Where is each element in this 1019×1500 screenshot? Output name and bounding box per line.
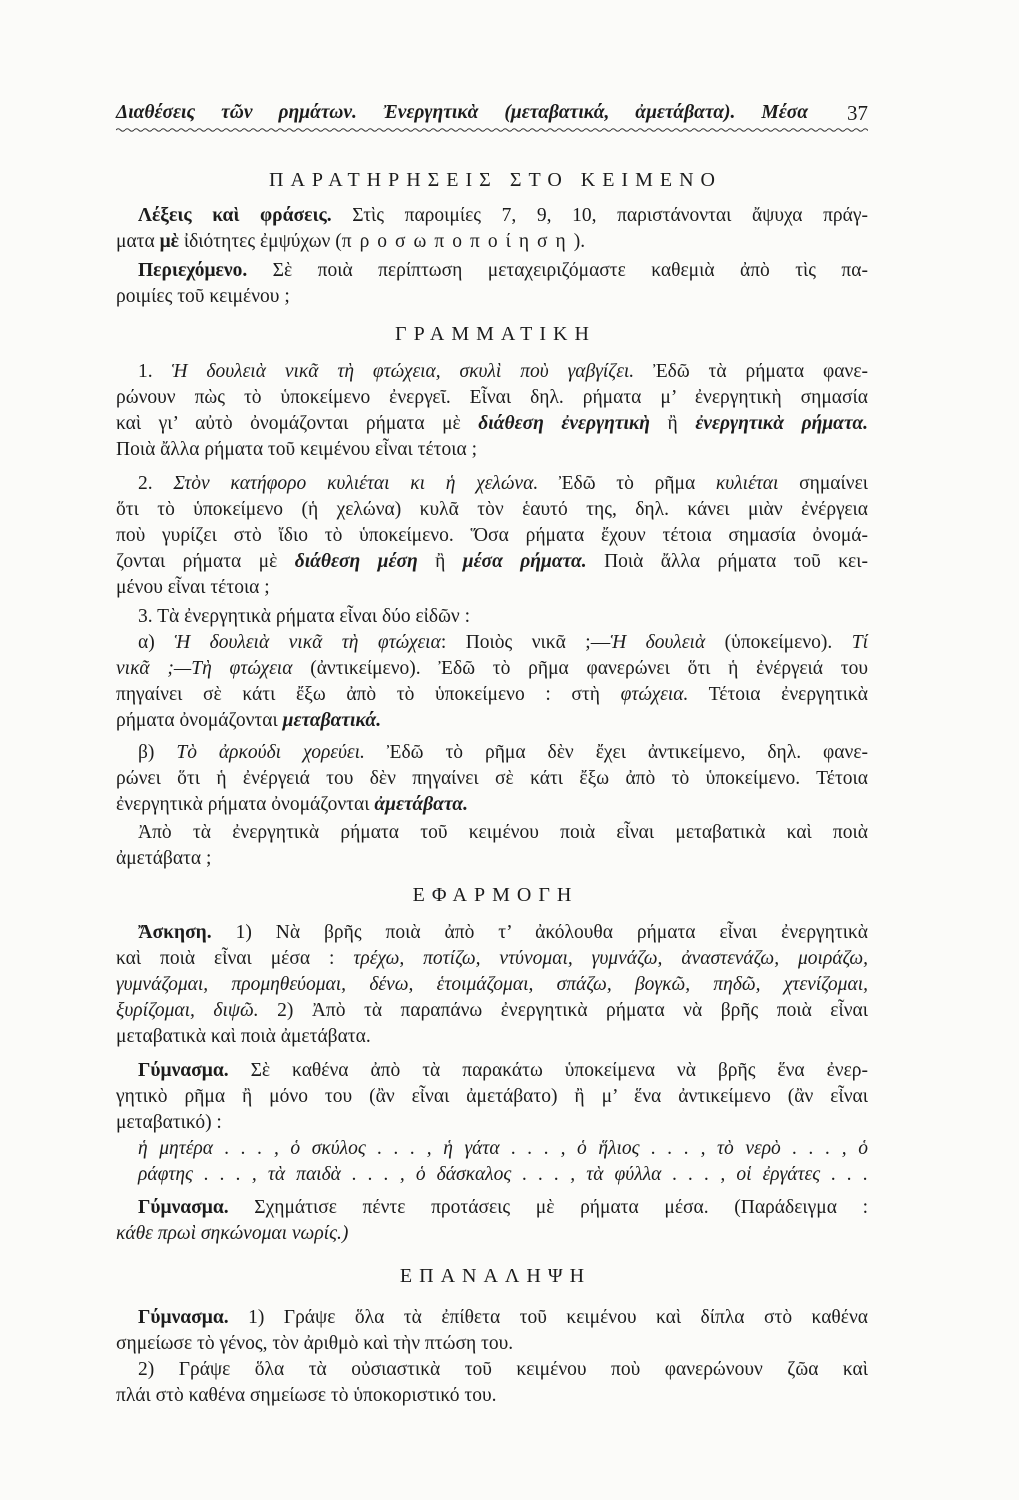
paragraph-revision-2 <box>116 1357 868 1409</box>
section-heading-observations: ΠΑΡΑΤΗΡΗΣΕΙΣ ΣΤΟ ΚΕΙΜΕΝΟ <box>269 169 722 191</box>
running-head-title: Διαθέσεις τῶν ρημάτων. Ἐνεργητικὰ (μεταβατικά, ἀμετάβατα). Μέσα <box>116 102 808 123</box>
text-run: σημείωσε τὸ γένος, τὸν ἀριθμὸ καὶ τὴν πτώση του. <box>116 1333 514 1354</box>
italic-example: νικᾶ ;—Τὴ φτώχεια <box>116 658 293 679</box>
section-heading-grammar: ΓΡΑΜΜΑΤΙΚΗ <box>395 323 596 345</box>
text-line <box>116 792 868 818</box>
text-run: ματα <box>116 231 160 252</box>
text-run: ὅτι τὸ ὑποκείμενο (ἡ χελώνα) κυλᾶ τὸν ἑαυτό της, δηλ. κάνει μιὰν ἐνέργεια <box>116 499 868 520</box>
italic-example: φτώχεια. <box>620 684 689 705</box>
text-line <box>116 708 868 734</box>
text-run: ρώνουν πὼς τὸ ὑποκείμενο ἐνεργεῖ. Εἶναι δηλ. ρήματα μ’ ἐνεργητικὴ σημασία <box>116 387 868 408</box>
text-line <box>116 497 868 523</box>
text-run: 2) Γράψε ὅλα τὰ οὐσιαστικὰ τοῦ κειμένου ποὺ φανερώνουν ζῶα καὶ <box>138 1359 868 1380</box>
text-run: ἰδιότητες ἐμψύχων ( <box>179 231 342 252</box>
text-line <box>116 359 868 385</box>
text-run: Ἀπὸ τὰ ἐνεργητικὰ ρήματα τοῦ κειμένου ποιὰ εἶναι μεταβατικὰ καὶ ποιὰ <box>138 822 868 843</box>
text-line <box>116 998 868 1024</box>
text-line <box>116 972 868 998</box>
text-run: 2) Ἀπὸ τὰ παραπάνω ἐνεργητικὰ ρήματα νὰ βρῆς ποιὰ εἶναι <box>258 1000 868 1021</box>
italic-example: Στὸν κατήφορο κυλιέται κι ἡ χελώνα. <box>173 473 539 494</box>
text-run: ρήματα ὀνομάζονται <box>116 710 283 731</box>
text-line <box>116 1195 868 1221</box>
text-run: Ἐδῶ τὸ ρῆμα <box>538 473 716 494</box>
italic-example: Τί <box>851 632 868 653</box>
text-run: καὶ ποιὰ εἶναι μέσα : <box>116 948 354 969</box>
italic-example: γυμνάζομαι, προμηθεύομαι, δένω, ἑτοιμάζομαι, σπάζω, βογκῶ, πηδῶ, χτενίζομαι, <box>116 974 868 995</box>
text-run: α) <box>138 632 175 653</box>
paragraph-content <box>116 258 868 310</box>
text-line <box>116 203 868 229</box>
italic-example: ἡ μητέρα . . . , ὁ σκύλος . . . , ἡ γάτα . . . , ὁ ἥλιος . . . , τὸ νερὸ . . . , ὁ <box>138 1138 868 1159</box>
text-line <box>116 946 868 972</box>
bold-label: Ἄσκηση. <box>138 922 212 943</box>
italic-example: Ἡ δουλειὰ <box>610 632 706 653</box>
text-run: ἢ <box>650 413 696 434</box>
text-line <box>116 656 868 682</box>
text-run: 1) Γράψε ὅλα τὰ ἐπίθετα τοῦ κειμένου καὶ δίπλα στὸ καθένα <box>228 1307 868 1328</box>
text-line <box>116 471 868 497</box>
running-head <box>116 100 868 126</box>
text-line <box>116 284 868 310</box>
bold-label: Γύμνασμα. <box>138 1060 229 1081</box>
bold-italic-term: ἀμετάβατα. <box>374 794 468 815</box>
bold-italic-term: ἐνεργητικὰ ρήματα. <box>695 413 868 434</box>
text-run: (ὑποκείμενο). <box>705 632 852 653</box>
text-run: : Ποιὸς νικᾶ ;— <box>440 632 611 653</box>
spaced-term: προσωποποίηση <box>341 231 574 252</box>
text-line <box>116 1331 868 1357</box>
text-line <box>116 575 868 601</box>
text-run: Τέτοια ἐνεργητικὰ <box>688 684 868 705</box>
paragraph-grammar-3 <box>116 604 868 630</box>
text-run: γητικὸ ρῆμα ἢ μόνο του (ἂν εἶναι ἀμετάβατο) ἢ μ’ ἕνα ἀντικείμενο (ἂν εἶναι <box>116 1086 868 1107</box>
text-line <box>116 740 868 766</box>
text-line <box>116 1136 868 1162</box>
bold-italic-term: μεταβατικά. <box>282 710 382 731</box>
text-line <box>116 1084 868 1110</box>
text-run: Ποιὰ ἄλλα ρήματα τοῦ κειμένου εἶναι τέτοια ; <box>116 439 477 460</box>
text-line <box>116 1221 868 1247</box>
text-line <box>116 1110 868 1136</box>
paragraph-words-phrases <box>116 203 868 255</box>
text-line <box>116 229 868 255</box>
paragraph-drill-subjects <box>116 1058 868 1136</box>
paragraph-grammar-3b <box>116 740 868 818</box>
text-run: Σὲ ποιὰ περίπτωση μεταχειριζόμαστε καθεμιὰ ἀπὸ τὶς πα- <box>247 260 868 281</box>
paragraph-grammar-2 <box>116 471 868 601</box>
text-run: Ἐδῶ τὸ ρῆμα δὲν ἔχει ἀντικείμενο, δηλ. φανε- <box>364 742 868 763</box>
italic-example: τρέχω, ποτίζω, ντύνομαι, γυμνάζω, ἀναστενάζω, μοιράζω, <box>353 948 868 969</box>
text-run: ρώνει ὅτι ἡ ἐνέργειά του δὲν πηγαίνει σὲ κάτι ἔξω ἀπὸ τὸ ὑποκείμενο. Τέτοια <box>116 768 868 789</box>
text-run: Ἐδῶ τὰ ρήματα φανε- <box>634 361 868 382</box>
text-run: ροιμίες τοῦ κειμένου ; <box>116 286 290 307</box>
text-run: Ποιὰ ἄλλα ρήματα τοῦ κει- <box>586 551 868 572</box>
section-heading-application: ΕΦΑΡΜΟΓΗ <box>412 884 579 906</box>
italic-example: Ἡ δουλειὰ νικᾶ τὴ φτώχεια, σκυλὶ ποὺ γαβγίζει. <box>171 361 635 382</box>
text-run: σημαίνει <box>778 473 869 494</box>
bold-label: Λέξεις καὶ φράσεις. <box>138 205 332 226</box>
paragraph-revision-1 <box>116 1305 868 1357</box>
subject-list <box>116 1136 868 1188</box>
text-run: ). <box>573 231 586 252</box>
text-run: πηγαίνει σὲ κάτι ἔξω ἀπὸ τὸ ὑποκείμενο : στὴ <box>116 684 621 705</box>
text-run: μεταβατικὰ καὶ ποιὰ ἀμετάβατα. <box>116 1026 371 1047</box>
paragraph-grammar-3a <box>116 630 868 734</box>
paragraph-grammar-question <box>116 820 868 872</box>
bold-term: μὲ <box>159 231 179 252</box>
text-run: ποὺ γυρίζει στὸ ἴδιο τὸ ὑποκείμενο. Ὅσα ρήματα ἔχουν τέτοια σημασία ὀνομά- <box>116 525 868 546</box>
text-line <box>116 549 868 575</box>
bold-label: Γύμνασμα. <box>138 1197 229 1218</box>
text-run: μένου εἶναι τέτοια ; <box>116 577 270 598</box>
text-run: 3. Τὰ ἐνεργητικὰ ρήματα εἶναι δύο εἰδῶν : <box>138 606 471 627</box>
text-line <box>116 1305 868 1331</box>
text-line <box>116 1383 868 1409</box>
paragraph-drill-sentences <box>116 1195 868 1247</box>
text-run: μεταβατικό) : <box>116 1112 222 1133</box>
text-run: 1) Νὰ βρῆς ποιὰ ἀπὸ τ’ ἀκόλουθα ρήματα εἶναι ἐνεργητικὰ <box>211 922 868 943</box>
bold-label: Γύμνασμα. <box>138 1307 229 1328</box>
paragraph-exercise <box>116 920 868 1050</box>
text-run: (ἀντικείμενο). Ἐδῶ τὸ ρῆμα φανερώνει ὅτι ἡ ἐνέργειά του <box>292 658 869 679</box>
italic-example: Τὸ ἀρκούδι χορεύει. <box>176 742 365 763</box>
paragraph-grammar-1 <box>116 359 868 463</box>
text-run: καὶ γι’ αὐτὸ ὀνομάζονται ρήματα μὲ <box>116 413 479 434</box>
text-line <box>116 630 868 656</box>
text-line <box>116 920 868 946</box>
text-run: 2. <box>138 473 174 494</box>
text-run: Σχημάτισε πέντε προτάσεις μὲ ρήματα μέσα. (Παράδειγμα : <box>228 1197 868 1218</box>
text-run: Στὶς παροιμίες 7, 9, 10, παριστάνονται ἄψυχα πράγ- <box>331 205 868 226</box>
text-line <box>116 604 868 630</box>
text-line <box>116 820 868 846</box>
bold-label: Περιεχόμενο. <box>138 260 248 281</box>
text-line <box>116 411 868 437</box>
text-run: 1. <box>138 361 172 382</box>
italic-example: κυλιέται <box>715 473 779 494</box>
text-line <box>116 437 868 463</box>
bold-italic-term: μέσα ρήματα. <box>462 551 587 572</box>
text-run: ἀμετάβατα ; <box>116 848 212 869</box>
text-line <box>116 1162 868 1188</box>
italic-example: ξυρίζομαι, διψῶ. <box>116 1000 259 1021</box>
italic-example: ράφτης . . . , τὰ παιδὰ . . . , ὁ δάσκαλος . . . , τὰ φύλλα . . . , οἱ ἐργάτες . . . <box>138 1164 868 1185</box>
text-run: πλάι στὸ καθένα σημείωσε τὸ ὑποκοριστικό του. <box>116 1385 497 1406</box>
bold-italic-term: διάθεση ἐνεργητικὴ <box>478 413 650 434</box>
italic-example: κάθε πρωὶ σηκώνομαι νωρίς.) <box>116 1223 349 1244</box>
text-line <box>116 1357 868 1383</box>
page-number: 37 <box>847 101 868 125</box>
text-line <box>116 258 868 284</box>
italic-example: Ἡ δουλειὰ νικᾶ τὴ φτώχεια <box>174 632 441 653</box>
text-run: ἢ <box>417 551 463 572</box>
text-line <box>116 766 868 792</box>
text-line <box>116 1024 868 1050</box>
wavy-rule <box>116 126 868 134</box>
text-line <box>116 682 868 708</box>
bold-italic-term: διάθεση μέση <box>294 551 418 572</box>
text-line <box>116 523 868 549</box>
text-run: β) <box>138 742 177 763</box>
text-line <box>116 385 868 411</box>
text-line <box>116 1058 868 1084</box>
text-run: Σὲ καθένα ἀπὸ τὰ παρακάτω ὑποκείμενα νὰ βρῆς ἕνα ἐνερ- <box>228 1060 868 1081</box>
section-heading-revision: ΕΠΑΝΑΛΗΨΗ <box>399 1265 592 1287</box>
text-run: ζονται ρήματα μὲ <box>116 551 295 572</box>
text-line <box>116 846 868 872</box>
text-run: ἐνεργητικὰ ρήματα ὀνομάζονται <box>116 794 375 815</box>
